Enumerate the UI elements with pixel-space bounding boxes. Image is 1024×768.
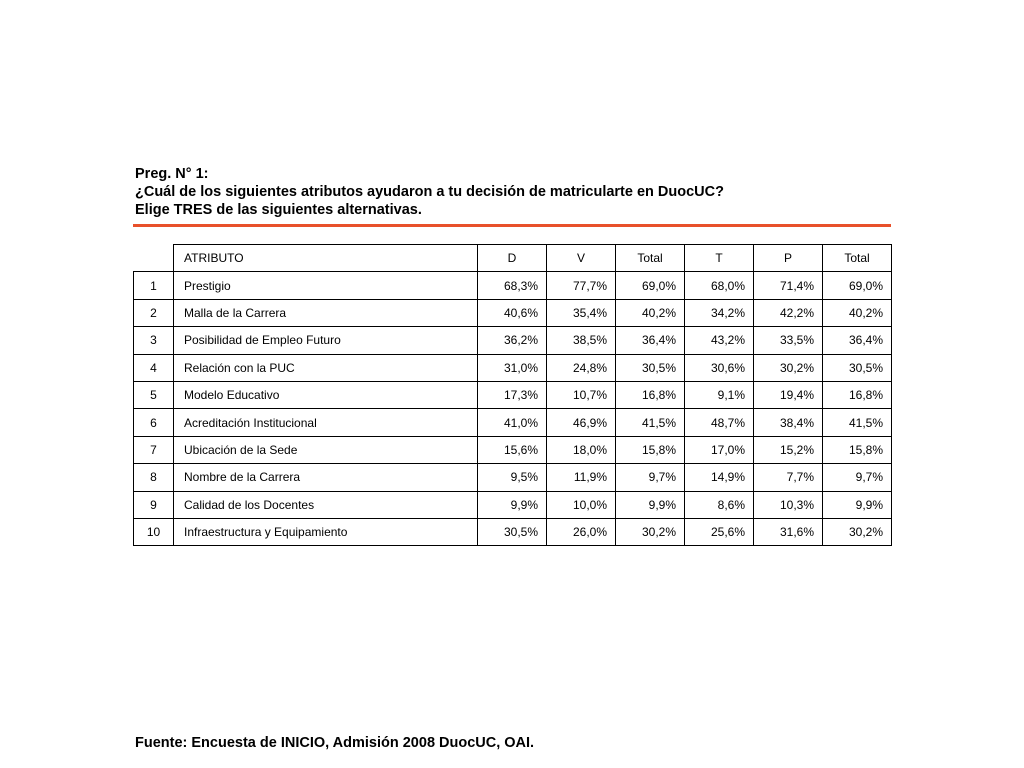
- header-attribute: ATRIBUTO: [174, 245, 478, 272]
- d-value-cell: 9,5%: [478, 464, 547, 491]
- total-2-value-cell: 15,8%: [823, 436, 892, 463]
- total-2-value-cell: 9,9%: [823, 491, 892, 518]
- row-number-cell: 1: [134, 272, 174, 299]
- v-value-cell: 77,7%: [547, 272, 616, 299]
- v-value-cell: 26,0%: [547, 518, 616, 545]
- table-header-row: [134, 245, 892, 272]
- v-value-cell: 46,9%: [547, 409, 616, 436]
- p-value-cell: 30,2%: [754, 354, 823, 381]
- d-value-cell: 9,9%: [478, 491, 547, 518]
- row-number-cell: 6: [134, 409, 174, 436]
- d-value-cell: 17,3%: [478, 381, 547, 408]
- table-row: [134, 518, 892, 545]
- v-value-cell: 10,0%: [547, 491, 616, 518]
- p-value-cell: 38,4%: [754, 409, 823, 436]
- d-value-cell: 36,2%: [478, 327, 547, 354]
- total-1-value-cell: 30,5%: [616, 354, 685, 381]
- total-1-value-cell: 30,2%: [616, 518, 685, 545]
- row-number-cell: 7: [134, 436, 174, 463]
- table-row: [134, 491, 892, 518]
- question-text: ¿Cuál de los siguientes atributos ayudaron a tu decisión de matricularte en DuocUC?: [135, 184, 724, 200]
- row-number-cell: 2: [134, 299, 174, 326]
- heading-divider: [133, 224, 891, 227]
- total-2-value-cell: 41,5%: [823, 409, 892, 436]
- row-number-cell: 4: [134, 354, 174, 381]
- row-number-cell: 3: [134, 327, 174, 354]
- d-value-cell: 41,0%: [478, 409, 547, 436]
- t-value-cell: 68,0%: [685, 272, 754, 299]
- t-value-cell: 8,6%: [685, 491, 754, 518]
- table-row: [134, 299, 892, 326]
- attribute-cell: Relación con la PUC: [174, 354, 478, 381]
- table-row: [134, 354, 892, 381]
- p-value-cell: 10,3%: [754, 491, 823, 518]
- table-body: [134, 272, 892, 546]
- row-number-cell: 9: [134, 491, 174, 518]
- attribute-cell: Nombre de la Carrera: [174, 464, 478, 491]
- header-v: V: [547, 245, 616, 272]
- d-value-cell: 15,6%: [478, 436, 547, 463]
- d-value-cell: 68,3%: [478, 272, 547, 299]
- total-1-value-cell: 40,2%: [616, 299, 685, 326]
- t-value-cell: 17,0%: [685, 436, 754, 463]
- total-2-value-cell: 9,7%: [823, 464, 892, 491]
- v-value-cell: 38,5%: [547, 327, 616, 354]
- d-value-cell: 31,0%: [478, 354, 547, 381]
- total-1-value-cell: 69,0%: [616, 272, 685, 299]
- row-number-cell: 5: [134, 381, 174, 408]
- total-1-value-cell: 16,8%: [616, 381, 685, 408]
- t-value-cell: 34,2%: [685, 299, 754, 326]
- header-blank-cell: [134, 245, 174, 272]
- table-row: [134, 327, 892, 354]
- attribute-cell: Acreditación Institucional: [174, 409, 478, 436]
- attribute-cell: Malla de la Carrera: [174, 299, 478, 326]
- table-row: [134, 409, 892, 436]
- source-note: Fuente: Encuesta de INICIO, Admisión 2008 DuocUC, OAI.: [135, 735, 535, 751]
- t-value-cell: 43,2%: [685, 327, 754, 354]
- v-value-cell: 35,4%: [547, 299, 616, 326]
- attribute-cell: Modelo Educativo: [174, 381, 478, 408]
- total-2-value-cell: 69,0%: [823, 272, 892, 299]
- results-table: [133, 244, 892, 546]
- p-value-cell: 7,7%: [754, 464, 823, 491]
- total-1-value-cell: 36,4%: [616, 327, 685, 354]
- row-number-cell: 8: [134, 464, 174, 491]
- table-row: [134, 464, 892, 491]
- question-heading: [135, 165, 895, 219]
- p-value-cell: 42,2%: [754, 299, 823, 326]
- header-total-2: Total: [823, 245, 892, 272]
- attribute-cell: Prestigio: [174, 272, 478, 299]
- d-value-cell: 40,6%: [478, 299, 547, 326]
- table-row: [134, 436, 892, 463]
- table-row: [134, 381, 892, 408]
- p-value-cell: 33,5%: [754, 327, 823, 354]
- attribute-cell: Infraestructura y Equipamiento: [174, 518, 478, 545]
- v-value-cell: 11,9%: [547, 464, 616, 491]
- p-value-cell: 15,2%: [754, 436, 823, 463]
- p-value-cell: 31,6%: [754, 518, 823, 545]
- total-1-value-cell: 41,5%: [616, 409, 685, 436]
- question-number: Preg. N° 1:: [135, 166, 209, 182]
- total-2-value-cell: 40,2%: [823, 299, 892, 326]
- header-d: D: [478, 245, 547, 272]
- header-t: T: [685, 245, 754, 272]
- t-value-cell: 48,7%: [685, 409, 754, 436]
- total-2-value-cell: 30,5%: [823, 354, 892, 381]
- header-p: P: [754, 245, 823, 272]
- t-value-cell: 14,9%: [685, 464, 754, 491]
- t-value-cell: 25,6%: [685, 518, 754, 545]
- v-value-cell: 24,8%: [547, 354, 616, 381]
- v-value-cell: 18,0%: [547, 436, 616, 463]
- attribute-cell: Posibilidad de Empleo Futuro: [174, 327, 478, 354]
- p-value-cell: 71,4%: [754, 272, 823, 299]
- header-total-1: Total: [616, 245, 685, 272]
- total-2-value-cell: 30,2%: [823, 518, 892, 545]
- attribute-cell: Ubicación de la Sede: [174, 436, 478, 463]
- d-value-cell: 30,5%: [478, 518, 547, 545]
- total-1-value-cell: 9,9%: [616, 491, 685, 518]
- t-value-cell: 30,6%: [685, 354, 754, 381]
- question-instruction: Elige TRES de las siguientes alternativas.: [135, 202, 422, 218]
- total-1-value-cell: 9,7%: [616, 464, 685, 491]
- t-value-cell: 9,1%: [685, 381, 754, 408]
- total-2-value-cell: 16,8%: [823, 381, 892, 408]
- row-number-cell: 10: [134, 518, 174, 545]
- table-row: [134, 272, 892, 299]
- attribute-cell: Calidad de los Docentes: [174, 491, 478, 518]
- p-value-cell: 19,4%: [754, 381, 823, 408]
- v-value-cell: 10,7%: [547, 381, 616, 408]
- total-2-value-cell: 36,4%: [823, 327, 892, 354]
- total-1-value-cell: 15,8%: [616, 436, 685, 463]
